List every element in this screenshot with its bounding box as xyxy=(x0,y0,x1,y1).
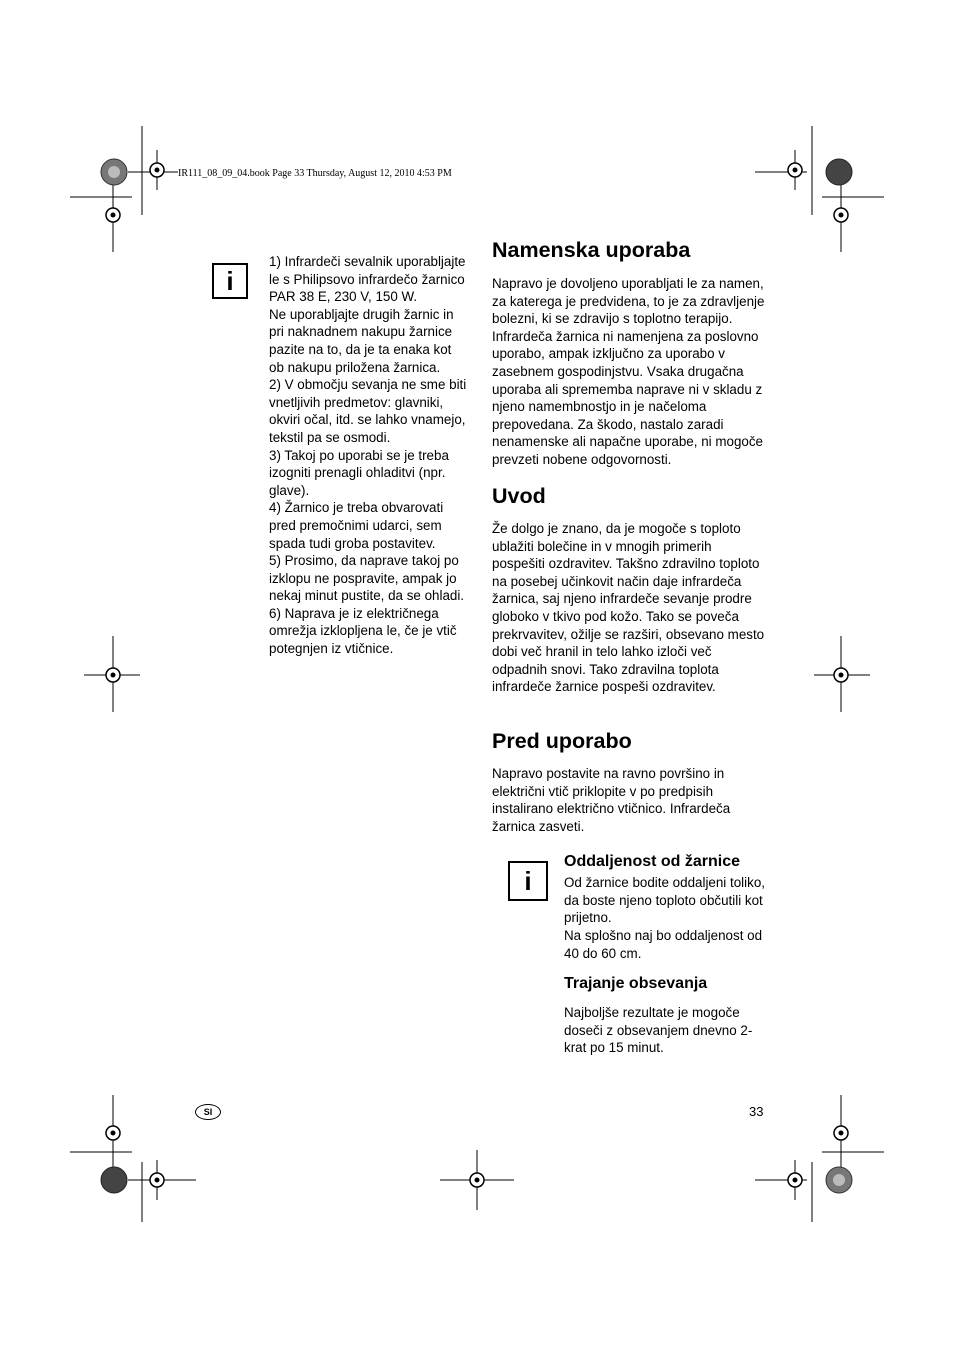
info-icon: i xyxy=(508,861,548,901)
info-icon: i xyxy=(212,263,248,299)
section-text-intended-use: Napravo je dovoljeno uporabljati le za namen, za katerega je predvidena, to je za zdravljenje bolezni, ki se zdravijo s toplotno terapijo. Infrardeča žarnica ni namenjena za poslovno uporabo, ampak izključno za uporabo v zasebnem gospodinjstvu. Vsaka drugačna uporaba ali sprememba naprave ni v skladu z njeno namembnostjo in je načeloma prepovedana. Za škodo, nastalo zaradi nenamenske ali napačne uporabe, ni mogoče prevzeti nobene odgovornosti. xyxy=(492,276,765,467)
note-item: 4) Žarnico je treba obvarovati pred premočnimi udarci, sem spada tudi groba postavitev. xyxy=(269,500,444,551)
safety-notes xyxy=(269,253,469,658)
subsection-title-distance: Oddaljenost od žarnice xyxy=(564,853,741,870)
note-item: 1) Infrardeči sevalnik uporabljajte le s Philipsovo infrardečo žarnico xyxy=(269,254,466,287)
note-item: 2) V območju sevanja ne sme biti vnetljivih predmetov: glavniki, okviri očal, itd. se lahko vnamejo, tekstil pa se osmodi. xyxy=(269,377,467,445)
note-item: 3) Takoj po uporabi se je treba izogniti prenagli ohladitvi (npr. glave). xyxy=(269,447,449,498)
note-item: PAR 38 E, 230 V, 150 W. xyxy=(269,289,418,305)
section-text-before-use: Napravo postavite na ravno površino in električni vtič priklopite v po predpisih instalirano električno vtičnico. Infrardeča žarnica zasveti. xyxy=(492,766,731,834)
section-title-intro: Uvod xyxy=(492,484,546,508)
subsection-title-duration: Trajanje obsevanja xyxy=(564,975,708,992)
subsection-text-distance-range: Na splošno naj bo oddaljenost od 40 do 60 cm. xyxy=(564,928,763,961)
section-title-before-use: Pred uporabo xyxy=(492,729,632,753)
print-header: IR111_08_09_04.book Page 33 Thursday, August 12, 2010 4:53 PM xyxy=(178,168,452,179)
page-number: 33 xyxy=(749,1104,764,1119)
subsection-text-duration: Najboljše rezultate je mogoče doseči z obsevanjem dnevno 2-krat po 15 minut. xyxy=(564,1005,753,1056)
section-text-intro: Že dolgo je znano, da je mogoče s toploto ublažiti bolečine in v mnogih primerih pospešiti ozdravitev. Takšno zdravilno toploto na posebej učinkovit način daje infrardeča žarnica, saj njeno infrardeče sevanje prodre globoko v tkivo pod kožo. Tako se poveča prekrvavitev, ožilje se razširi, obsevano mesto dobi več hranil in telo lahko izloči več odpadnih snovi. Tako zdravilna toplota infrardeče žarnice pospeši ozdravitev. xyxy=(492,521,765,695)
note-item: Ne uporabljajte drugih žarnic in pri naknadnem nakupu žarnice pazite na to, da je ta enaka kot ob nakupu priložena žarnica. xyxy=(269,306,454,375)
note-item: 6) Naprava je iz električnega omrežja izklopljena le, če je vtič potegnjen iz vtičnice. xyxy=(269,605,457,657)
subsection-text-distance: Od žarnice bodite oddaljeni toliko, da boste njeno toploto občutili kot prijetno. xyxy=(564,875,765,926)
section-title-intended-use: Namenska uporaba xyxy=(492,238,691,262)
note-item: 5) Prosimo, da naprave takoj po izklopu ne pospravite, ampak jo nekaj minut pustite, da se ohladi. xyxy=(269,553,465,604)
language-badge: SI xyxy=(195,1104,221,1120)
